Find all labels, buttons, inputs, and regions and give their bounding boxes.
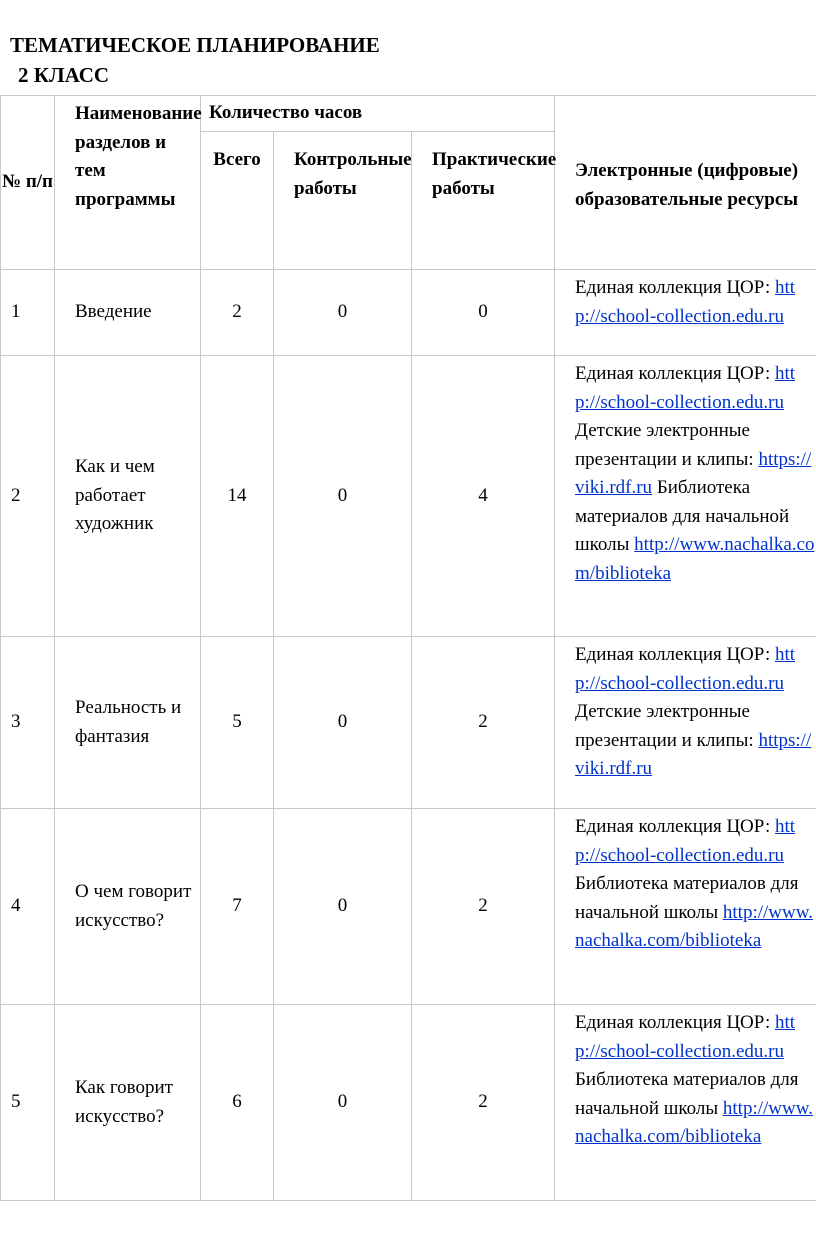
row-total-hours: 5 (201, 637, 274, 809)
row-practical-works: 4 (412, 356, 555, 637)
resource-text: Библиотека материалов для начальной школы (575, 873, 799, 923)
table-body (1, 270, 816, 1201)
header-num: № п/п (1, 96, 55, 270)
page-title (10, 30, 380, 90)
resource-link[interactable]: http://www.nachalka.com/biblioteka (575, 901, 813, 951)
row-practical-works: 2 (412, 809, 555, 1005)
row-section-name: О чем говорит искусство? (55, 809, 201, 1005)
row-practical-works: 2 (412, 1005, 555, 1201)
row-number: 3 (1, 637, 55, 809)
resource-link[interactable]: https://viki.rdf.ru (575, 448, 812, 498)
row-resources (555, 637, 816, 809)
row-control-works: 0 (274, 809, 412, 1005)
title-line-2: 2 КЛАСС (18, 63, 110, 87)
row-control-works: 0 (274, 270, 412, 356)
row-total-hours: 14 (201, 356, 274, 637)
row-section-name: Реальность и фантазия (55, 637, 201, 809)
resource-text: Детские электронные презентации и клипы: (575, 701, 759, 751)
row-practical-works: 0 (412, 270, 555, 356)
row-section-name: Как говорит искусство? (55, 1005, 201, 1201)
header-row-1 (1, 96, 816, 132)
resource-text: Единая коллекция ЦОР: (575, 816, 776, 837)
resource-link[interactable]: http://school-collection.edu.ru (575, 644, 796, 694)
table-row (1, 356, 816, 637)
resource-text: Библиотека материалов для начальной школы (575, 477, 790, 555)
resource-link[interactable]: http://school-collection.edu.ru (575, 277, 796, 327)
row-practical-works: 2 (412, 637, 555, 809)
row-total-hours: 6 (201, 1005, 274, 1201)
row-number: 4 (1, 809, 55, 1005)
planning-table (0, 95, 816, 1201)
header-total: Всего (201, 132, 274, 270)
row-section-name: Как и чем работает художник (55, 356, 201, 637)
header-name: Наименование разделов и тем программы (55, 96, 201, 270)
resource-link[interactable]: http://school-collection.edu.ru (575, 363, 796, 413)
row-total-hours: 2 (201, 270, 274, 356)
header-hours: Количество часов (201, 96, 555, 132)
row-section-name: Введение (55, 270, 201, 356)
table-row (1, 270, 816, 356)
row-number: 5 (1, 1005, 55, 1201)
row-control-works: 0 (274, 356, 412, 637)
table-row (1, 809, 816, 1005)
resource-text: Единая коллекция ЦОР: (575, 644, 776, 665)
table-header (1, 96, 816, 270)
row-resources (555, 270, 816, 356)
resource-text: Библиотека материалов для начальной школы (575, 1069, 799, 1119)
row-total-hours: 7 (201, 809, 274, 1005)
resource-text: Единая коллекция ЦОР: (575, 277, 776, 298)
resource-text: Единая коллекция ЦОР: (575, 363, 776, 384)
resource-text: Детские электронные презентации и клипы: (575, 420, 759, 470)
table-row (1, 1005, 816, 1201)
resource-link[interactable]: http://school-collection.edu.ru (575, 816, 796, 866)
resource-link[interactable]: http://school-collection.edu.ru (575, 1012, 796, 1062)
row-control-works: 0 (274, 1005, 412, 1201)
row-control-works: 0 (274, 637, 412, 809)
row-number: 1 (1, 270, 55, 356)
header-control: Контрольные работы (274, 132, 412, 270)
row-resources (555, 1005, 816, 1201)
row-resources (555, 809, 816, 1005)
title-line-1: ТЕМАТИЧЕСКОЕ ПЛАНИРОВАНИЕ (10, 33, 380, 57)
resource-link[interactable]: http://www.nachalka.com/biblioteka (575, 534, 815, 584)
resource-link[interactable]: https://viki.rdf.ru (575, 729, 812, 779)
header-resources: Электронные (цифровые) образовательные ресурсы (555, 96, 816, 270)
row-resources (555, 356, 816, 637)
row-number: 2 (1, 356, 55, 637)
resource-text: Единая коллекция ЦОР: (575, 1012, 776, 1033)
table-row (1, 637, 816, 809)
resource-link[interactable]: http://www.nachalka.com/biblioteka (575, 1097, 813, 1147)
header-practical: Практические работы (412, 132, 555, 270)
